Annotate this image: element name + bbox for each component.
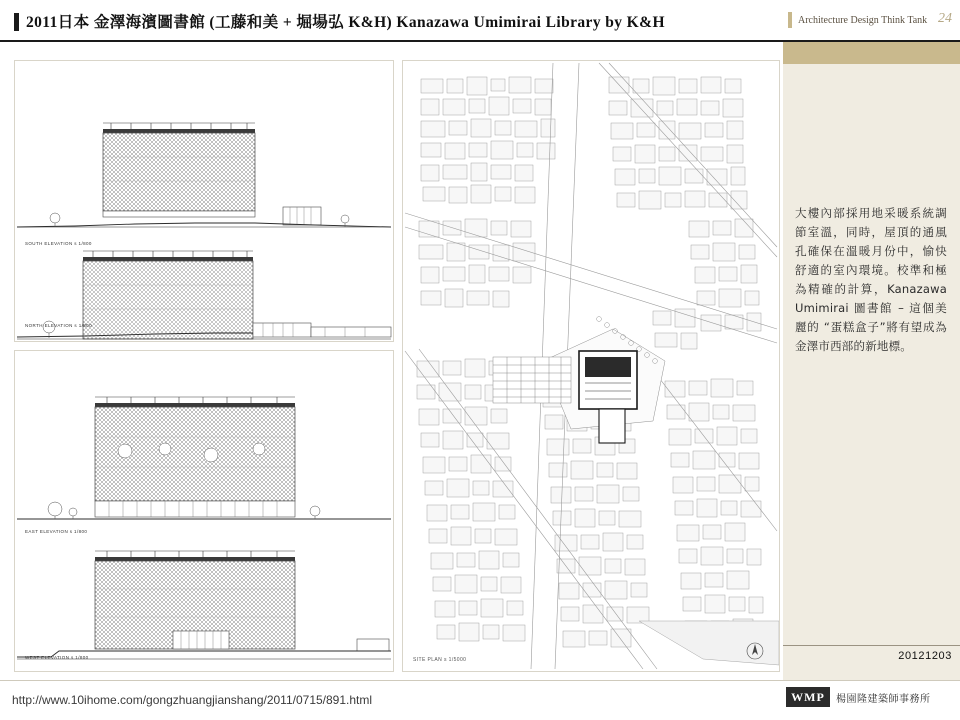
footer-logo-mark: WMP bbox=[786, 687, 830, 707]
header-brand-block bbox=[782, 0, 960, 40]
caption-west-elevation: WEST ELEVATION s 1/800 bbox=[25, 655, 89, 660]
sidebar-accent-band bbox=[783, 42, 960, 64]
header-brand-accent-bar bbox=[788, 12, 792, 28]
elevation-south-north-svg bbox=[15, 61, 393, 341]
sidebar-body-text: 大樓內部採用地采暖系統調節室溫，同時，屋頂的通風孔確保在溫暖月份中，愉快舒適的室內環境。校準和極為精確的計算，Kanazawa Umimirai 圖書館 – 這個美麗的 “蛋糕盒子”將有望成為金澤市西部的新地標。 bbox=[795, 206, 947, 353]
caption-east-elevation: EAST ELEVATION s 1/800 bbox=[25, 529, 88, 534]
page-footer bbox=[0, 680, 960, 720]
right-sidebar bbox=[782, 42, 960, 680]
header-accent-bar bbox=[14, 13, 19, 31]
sidebar-date: 20121203 bbox=[898, 650, 952, 662]
elevation-east-west-svg bbox=[15, 351, 393, 671]
elevation-panel-bottom bbox=[14, 350, 394, 672]
site-plan-panel bbox=[402, 60, 780, 672]
header-brand-label: Architecture Design Think Tank bbox=[798, 15, 928, 26]
footer-logo bbox=[782, 685, 960, 711]
site-plan-svg bbox=[403, 61, 779, 671]
page-title: 2011日本 金澤海濱圖書館 (工藤和美 + 堀場弘 K&H) Kanazawa Umimirai Library by K&H bbox=[26, 14, 665, 31]
page-header bbox=[0, 0, 960, 42]
source-url-link[interactable]: http://www.10ihome.com/gongzhuangjianshang/2011/0715/891.html bbox=[12, 693, 373, 707]
footer-logo-text: 楊園隆建築師事務所 bbox=[836, 694, 931, 705]
elevation-panel-top bbox=[14, 60, 394, 342]
sidebar-divider bbox=[783, 645, 960, 646]
caption-south-elevation: SOUTH ELEVATION s 1/800 bbox=[25, 241, 92, 246]
caption-site-plan: SITE PLAN s 1/5000 bbox=[413, 657, 467, 663]
page-number: 24 bbox=[938, 11, 952, 26]
caption-north-elevation: NORTH ELEVATION s 1/800 bbox=[25, 323, 92, 328]
